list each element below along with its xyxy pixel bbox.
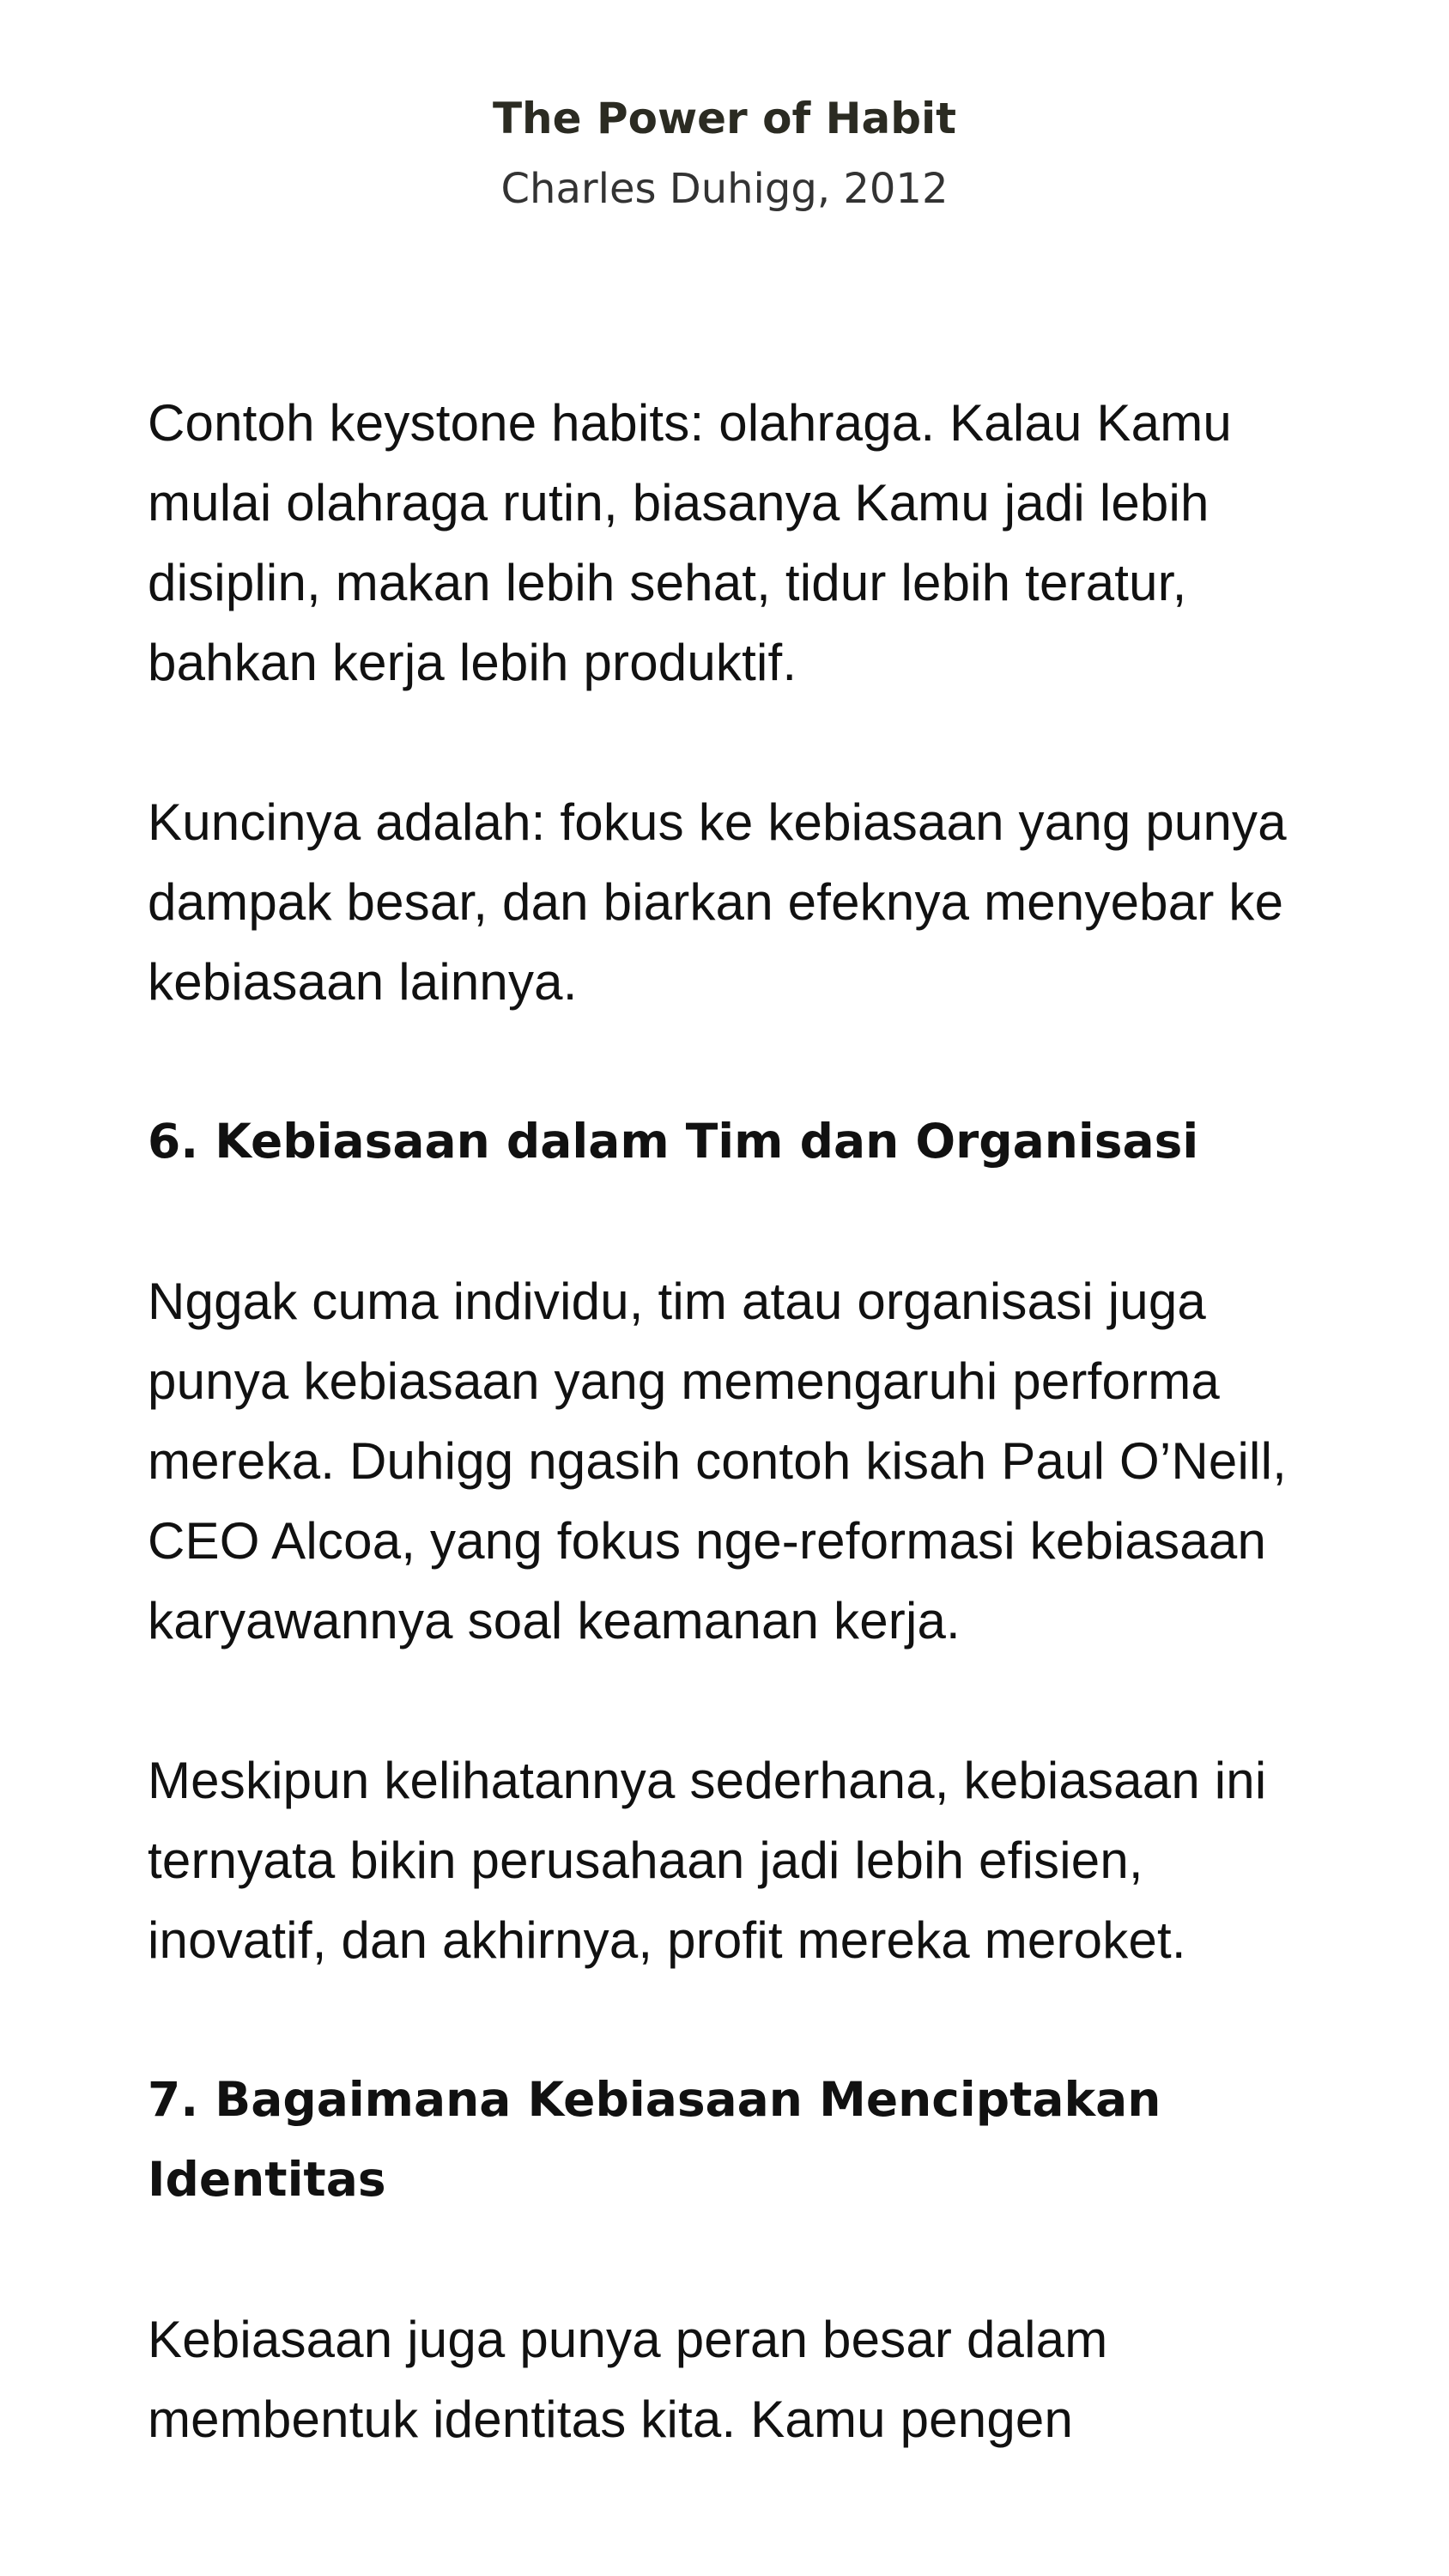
section-heading-7: 7. Bagaimana Kebiasaan Menciptakan Identitas bbox=[148, 2072, 1161, 2207]
paragraph-efficiency: Meskipun kelihatannya sederhana, kebiasaan ini ternyata bikin perusahaan jadi lebih efisien, inovatif, dan akhirnya, profit mereka meroket. bbox=[148, 1752, 1267, 1969]
author-year: Charles Duhigg, 2012 bbox=[500, 165, 949, 213]
document-header bbox=[0, 86, 1449, 222]
paragraph-identity: Kebiasaan juga punya peran besar dalam membentuk identitas kita. Kamu pengen bbox=[148, 2311, 1108, 2448]
paragraph-keystone-example: Contoh keystone habits: olahraga. Kalau Kamu mulai olahraga rutin, biasanya Kamu jadi lebih disiplin, makan lebih sehat, tidur lebih teratur, bahkan kerja lebih produktif. bbox=[148, 394, 1232, 691]
paragraph-organization-habits: Nggak cuma individu, tim atau organisasi juga punya kebiasaan yang memengaruhi performa mereka. Duhigg ngasih contoh kisah Paul O’Neill, CEO Alcoa, yang fokus nge-reformasi kebiasaan karyawannya soal keamanan kerja. bbox=[148, 1273, 1287, 1649]
section-heading-6: 6. Kebiasaan dalam Tim dan Organisasi bbox=[148, 1114, 1199, 1169]
article-body bbox=[148, 383, 1332, 2539]
book-title: The Power of Habit bbox=[492, 94, 957, 143]
paragraph-key-focus: Kuncinya adalah: fokus ke kebiasaan yang punya dampak besar, dan biarkan efeknya menyebar ke kebiasaan lainnya. bbox=[148, 793, 1287, 1011]
